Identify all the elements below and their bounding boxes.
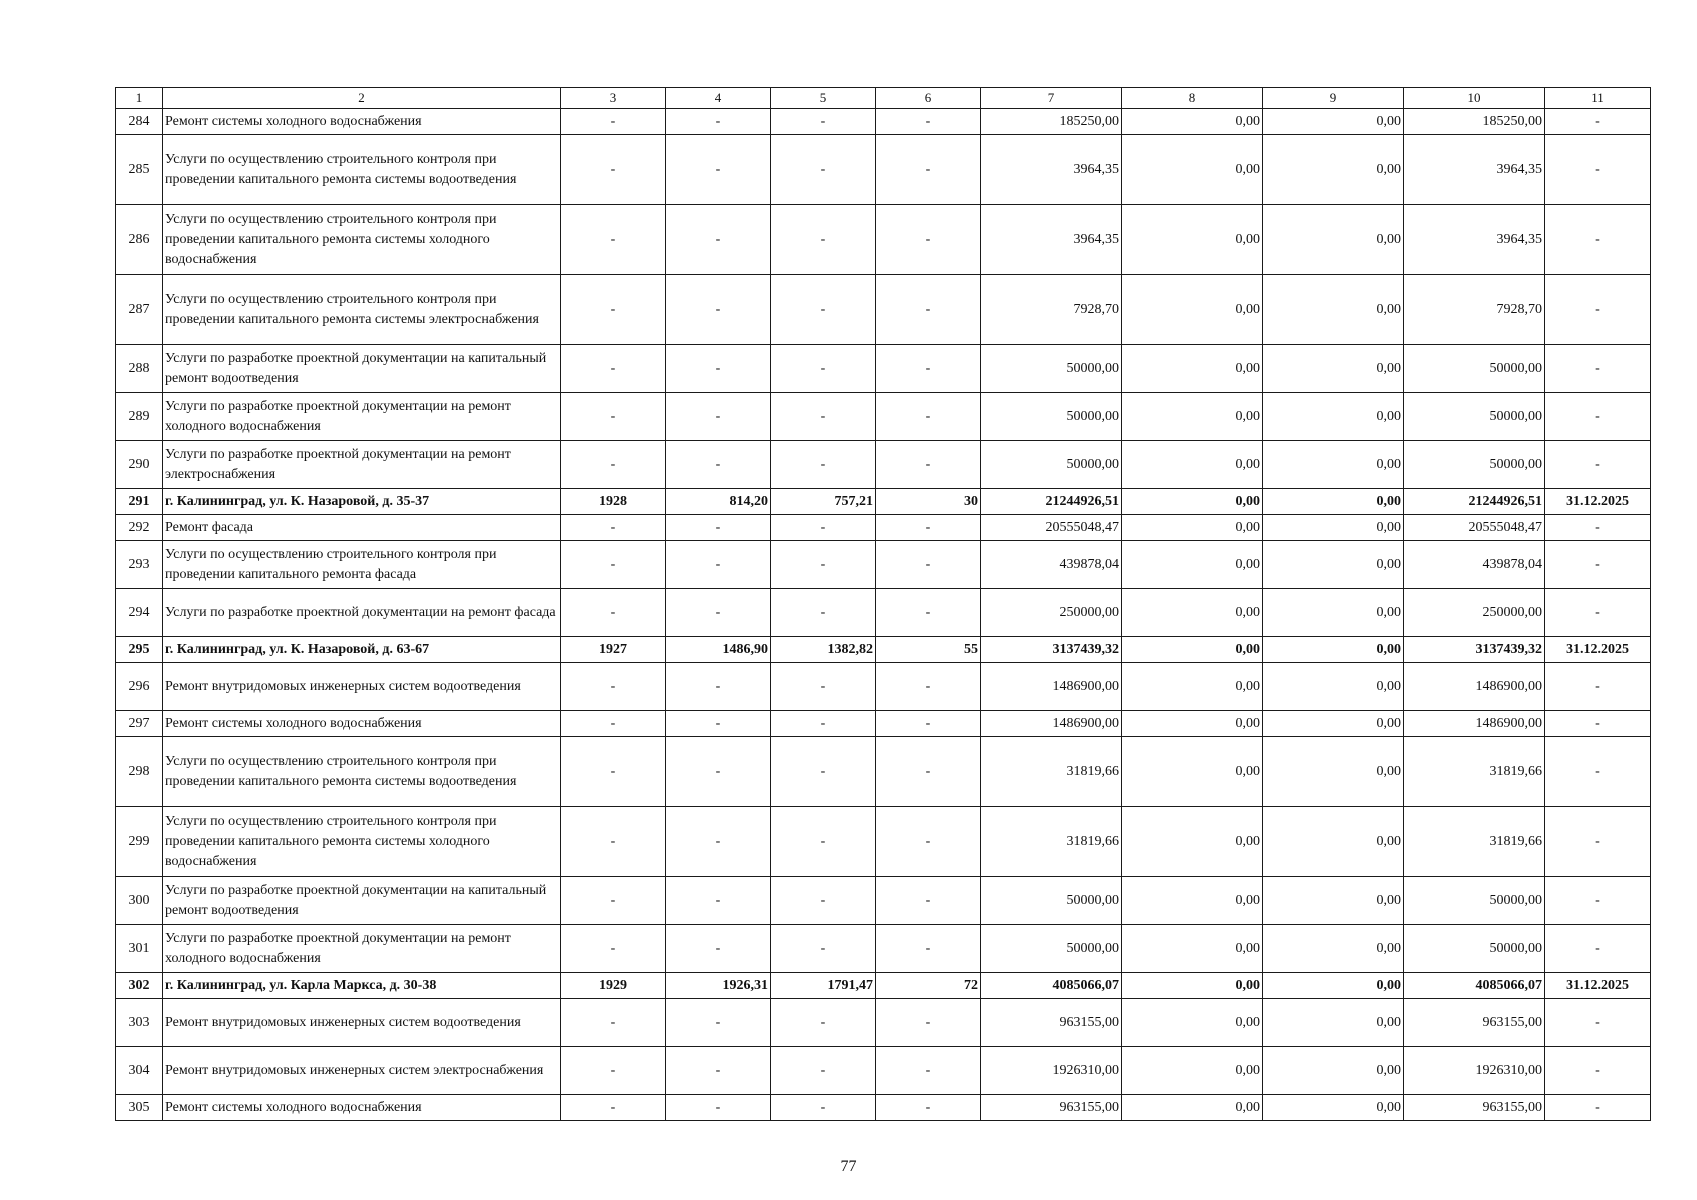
work-description: Услуги по осуществлению строительного контроля при проведении капитального ремонта фасада (163, 541, 561, 589)
col-11-value: - (1545, 925, 1651, 973)
col-9-amount: 0,00 (1263, 345, 1404, 393)
col-4-value: - (666, 711, 771, 737)
col-7-amount: 50000,00 (981, 393, 1122, 441)
row-number: 295 (116, 637, 163, 663)
col-10-amount: 50000,00 (1404, 441, 1545, 489)
work-description: Услуги по разработке проектной документации на ремонт фасада (163, 589, 561, 637)
table-row (116, 925, 1651, 973)
col-9-amount: 0,00 (1263, 737, 1404, 807)
work-description: Ремонт фасада (163, 515, 561, 541)
col-3-value: 1928 (561, 489, 666, 515)
col-4-value: - (666, 541, 771, 589)
col-11-value: 31.12.2025 (1545, 973, 1651, 999)
col-9-amount: 0,00 (1263, 515, 1404, 541)
col-4-value: - (666, 205, 771, 275)
row-number: 291 (116, 489, 163, 515)
column-header: 11 (1545, 88, 1651, 109)
col-5-value: 1382,82 (771, 637, 876, 663)
col-4-value: - (666, 345, 771, 393)
col-9-amount: 0,00 (1263, 637, 1404, 663)
col-4-value: - (666, 877, 771, 925)
table-row (116, 1095, 1651, 1121)
col-10-amount: 21244926,51 (1404, 489, 1545, 515)
col-8-amount: 0,00 (1122, 637, 1263, 663)
col-10-amount: 31819,66 (1404, 737, 1545, 807)
work-description: Услуги по разработке проектной документации на ремонт холодного водоснабжения (163, 393, 561, 441)
col-5-value: - (771, 345, 876, 393)
row-number: 285 (116, 135, 163, 205)
col-9-amount: 0,00 (1263, 589, 1404, 637)
column-header: 2 (163, 88, 561, 109)
col-5-value: - (771, 925, 876, 973)
work-description: Ремонт внутридомовых инженерных систем электроснабжения (163, 1047, 561, 1095)
col-3-value: - (561, 1095, 666, 1121)
col-4-value: - (666, 737, 771, 807)
col-4-value: - (666, 135, 771, 205)
col-6-value: - (876, 205, 981, 275)
col-5-value: - (771, 135, 876, 205)
table-row (116, 393, 1651, 441)
row-number: 303 (116, 999, 163, 1047)
work-description: г. Калининград, ул. Карла Маркса, д. 30-38 (163, 973, 561, 999)
table-row (116, 711, 1651, 737)
col-9-amount: 0,00 (1263, 973, 1404, 999)
col-7-amount: 50000,00 (981, 441, 1122, 489)
col-3-value: - (561, 135, 666, 205)
work-description: Услуги по осуществлению строительного контроля при проведении капитального ремонта системы холодного водоснабжения (163, 807, 561, 877)
col-8-amount: 0,00 (1122, 973, 1263, 999)
col-7-amount: 50000,00 (981, 345, 1122, 393)
row-number: 288 (116, 345, 163, 393)
col-3-value: - (561, 393, 666, 441)
col-8-amount: 0,00 (1122, 275, 1263, 345)
col-7-amount: 31819,66 (981, 737, 1122, 807)
col-9-amount: 0,00 (1263, 541, 1404, 589)
table-row (116, 807, 1651, 877)
col-8-amount: 0,00 (1122, 589, 1263, 637)
col-5-value: - (771, 275, 876, 345)
table-row (116, 205, 1651, 275)
col-6-value: 30 (876, 489, 981, 515)
col-10-amount: 50000,00 (1404, 345, 1545, 393)
col-11-value: - (1545, 877, 1651, 925)
col-3-value: - (561, 807, 666, 877)
col-6-value: - (876, 737, 981, 807)
col-6-value: - (876, 515, 981, 541)
col-10-amount: 963155,00 (1404, 1095, 1545, 1121)
col-7-amount: 21244926,51 (981, 489, 1122, 515)
col-7-amount: 963155,00 (981, 999, 1122, 1047)
col-10-amount: 7928,70 (1404, 275, 1545, 345)
col-8-amount: 0,00 (1122, 1095, 1263, 1121)
col-9-amount: 0,00 (1263, 275, 1404, 345)
col-5-value: - (771, 589, 876, 637)
col-7-amount: 31819,66 (981, 807, 1122, 877)
table-row (116, 663, 1651, 711)
table-row (116, 275, 1651, 345)
row-number: 294 (116, 589, 163, 637)
col-4-value: - (666, 925, 771, 973)
col-6-value: - (876, 1095, 981, 1121)
column-header: 7 (981, 88, 1122, 109)
col-8-amount: 0,00 (1122, 205, 1263, 275)
work-description: Ремонт внутридомовых инженерных систем водоотведения (163, 999, 561, 1047)
col-8-amount: 0,00 (1122, 877, 1263, 925)
row-number: 301 (116, 925, 163, 973)
row-number: 300 (116, 877, 163, 925)
col-4-value: - (666, 663, 771, 711)
work-description: Услуги по осуществлению строительного контроля при проведении капитального ремонта системы холодного водоснабжения (163, 205, 561, 275)
col-3-value: - (561, 1047, 666, 1095)
column-number-header-row (116, 88, 1651, 109)
col-10-amount: 3137439,32 (1404, 637, 1545, 663)
col-7-amount: 50000,00 (981, 925, 1122, 973)
column-header: 10 (1404, 88, 1545, 109)
column-header: 8 (1122, 88, 1263, 109)
col-8-amount: 0,00 (1122, 541, 1263, 589)
row-number: 293 (116, 541, 163, 589)
work-description: Ремонт внутридомовых инженерных систем водоотведения (163, 663, 561, 711)
col-4-value: - (666, 589, 771, 637)
address-summary-row (116, 489, 1651, 515)
col-10-amount: 50000,00 (1404, 925, 1545, 973)
col-3-value: - (561, 441, 666, 489)
col-9-amount: 0,00 (1263, 489, 1404, 515)
col-3-value: - (561, 925, 666, 973)
col-7-amount: 963155,00 (981, 1095, 1122, 1121)
col-5-value: - (771, 711, 876, 737)
col-11-value: - (1545, 109, 1651, 135)
col-6-value: 55 (876, 637, 981, 663)
work-description: Услуги по осуществлению строительного контроля при проведении капитального ремонта системы водоотведения (163, 737, 561, 807)
col-4-value: - (666, 1047, 771, 1095)
col-11-value: - (1545, 1047, 1651, 1095)
row-number: 296 (116, 663, 163, 711)
col-11-value: 31.12.2025 (1545, 637, 1651, 663)
col-3-value: - (561, 737, 666, 807)
work-description: Ремонт системы холодного водоснабжения (163, 109, 561, 135)
col-8-amount: 0,00 (1122, 663, 1263, 711)
col-7-amount: 1926310,00 (981, 1047, 1122, 1095)
column-header: 4 (666, 88, 771, 109)
row-number: 299 (116, 807, 163, 877)
col-3-value: - (561, 999, 666, 1047)
col-5-value: - (771, 205, 876, 275)
row-number: 297 (116, 711, 163, 737)
table-row (116, 345, 1651, 393)
page-number: 77 (840, 1158, 857, 1175)
col-4-value: - (666, 109, 771, 135)
col-7-amount: 3137439,32 (981, 637, 1122, 663)
col-7-amount: 3964,35 (981, 135, 1122, 205)
row-number: 287 (116, 275, 163, 345)
col-4-value: 814,20 (666, 489, 771, 515)
col-5-value: - (771, 515, 876, 541)
col-4-value: - (666, 441, 771, 489)
col-5-value: - (771, 393, 876, 441)
row-number: 298 (116, 737, 163, 807)
col-6-value: - (876, 275, 981, 345)
col-3-value: - (561, 663, 666, 711)
col-7-amount: 185250,00 (981, 109, 1122, 135)
col-11-value: - (1545, 999, 1651, 1047)
column-header: 3 (561, 88, 666, 109)
row-number: 290 (116, 441, 163, 489)
col-10-amount: 3964,35 (1404, 205, 1545, 275)
col-3-value: - (561, 877, 666, 925)
col-8-amount: 0,00 (1122, 345, 1263, 393)
col-8-amount: 0,00 (1122, 925, 1263, 973)
col-11-value: - (1545, 205, 1651, 275)
col-7-amount: 250000,00 (981, 589, 1122, 637)
row-number: 292 (116, 515, 163, 541)
col-10-amount: 20555048,47 (1404, 515, 1545, 541)
table-row (116, 877, 1651, 925)
col-11-value: - (1545, 541, 1651, 589)
column-header: 6 (876, 88, 981, 109)
col-5-value: - (771, 807, 876, 877)
address-summary-row (116, 637, 1651, 663)
col-6-value: - (876, 345, 981, 393)
col-7-amount: 4085066,07 (981, 973, 1122, 999)
col-3-value: - (561, 109, 666, 135)
col-7-amount: 439878,04 (981, 541, 1122, 589)
col-6-value: - (876, 925, 981, 973)
row-number: 302 (116, 973, 163, 999)
table-row (116, 999, 1651, 1047)
col-5-value: - (771, 877, 876, 925)
col-9-amount: 0,00 (1263, 999, 1404, 1047)
col-11-value: - (1545, 441, 1651, 489)
col-10-amount: 439878,04 (1404, 541, 1545, 589)
col-3-value: - (561, 541, 666, 589)
col-6-value: - (876, 109, 981, 135)
col-8-amount: 0,00 (1122, 441, 1263, 489)
address-summary-row (116, 973, 1651, 999)
col-9-amount: 0,00 (1263, 205, 1404, 275)
col-9-amount: 0,00 (1263, 441, 1404, 489)
table-row (116, 541, 1651, 589)
table-row (116, 135, 1651, 205)
row-number: 286 (116, 205, 163, 275)
col-10-amount: 50000,00 (1404, 877, 1545, 925)
col-8-amount: 0,00 (1122, 1047, 1263, 1095)
work-description: Услуги по разработке проектной документации на капитальный ремонт водоотведения (163, 345, 561, 393)
col-10-amount: 31819,66 (1404, 807, 1545, 877)
col-5-value: - (771, 737, 876, 807)
work-description: Ремонт системы холодного водоснабжения (163, 711, 561, 737)
col-4-value: 1926,31 (666, 973, 771, 999)
col-11-value: - (1545, 711, 1651, 737)
col-5-value: 757,21 (771, 489, 876, 515)
col-9-amount: 0,00 (1263, 393, 1404, 441)
col-7-amount: 20555048,47 (981, 515, 1122, 541)
col-11-value: 31.12.2025 (1545, 489, 1651, 515)
col-9-amount: 0,00 (1263, 925, 1404, 973)
col-11-value: - (1545, 1095, 1651, 1121)
col-11-value: - (1545, 807, 1651, 877)
col-5-value: - (771, 999, 876, 1047)
col-3-value: - (561, 275, 666, 345)
col-8-amount: 0,00 (1122, 711, 1263, 737)
col-6-value: - (876, 999, 981, 1047)
col-10-amount: 250000,00 (1404, 589, 1545, 637)
col-5-value: - (771, 109, 876, 135)
col-6-value: - (876, 541, 981, 589)
col-6-value: - (876, 663, 981, 711)
column-header: 5 (771, 88, 876, 109)
table-row (116, 109, 1651, 135)
col-7-amount: 50000,00 (981, 877, 1122, 925)
col-10-amount: 50000,00 (1404, 393, 1545, 441)
table-body (116, 88, 1651, 1121)
col-11-value: - (1545, 345, 1651, 393)
col-6-value: - (876, 589, 981, 637)
col-3-value: - (561, 205, 666, 275)
work-description: Услуги по осуществлению строительного контроля при проведении капитального ремонта системы электроснабжения (163, 275, 561, 345)
col-7-amount: 3964,35 (981, 205, 1122, 275)
row-number: 304 (116, 1047, 163, 1095)
col-3-value: - (561, 345, 666, 393)
repair-plan-table (115, 87, 1651, 1121)
table-row (116, 1047, 1651, 1095)
col-10-amount: 1486900,00 (1404, 663, 1545, 711)
col-10-amount: 185250,00 (1404, 109, 1545, 135)
col-9-amount: 0,00 (1263, 109, 1404, 135)
work-description: Ремонт системы холодного водоснабжения (163, 1095, 561, 1121)
col-10-amount: 963155,00 (1404, 999, 1545, 1047)
col-6-value: 72 (876, 973, 981, 999)
col-3-value: - (561, 589, 666, 637)
column-header: 9 (1263, 88, 1404, 109)
col-6-value: - (876, 393, 981, 441)
table-row (116, 589, 1651, 637)
table-row (116, 737, 1651, 807)
col-7-amount: 1486900,00 (981, 663, 1122, 711)
col-7-amount: 1486900,00 (981, 711, 1122, 737)
col-7-amount: 7928,70 (981, 275, 1122, 345)
col-8-amount: 0,00 (1122, 515, 1263, 541)
col-11-value: - (1545, 737, 1651, 807)
work-description: г. Калининград, ул. К. Назаровой, д. 63-67 (163, 637, 561, 663)
col-8-amount: 0,00 (1122, 999, 1263, 1047)
col-4-value: - (666, 999, 771, 1047)
col-9-amount: 0,00 (1263, 807, 1404, 877)
col-8-amount: 0,00 (1122, 489, 1263, 515)
column-header: 1 (116, 88, 163, 109)
col-10-amount: 3964,35 (1404, 135, 1545, 205)
col-3-value: - (561, 711, 666, 737)
col-11-value: - (1545, 589, 1651, 637)
col-10-amount: 1486900,00 (1404, 711, 1545, 737)
col-11-value: - (1545, 135, 1651, 205)
col-11-value: - (1545, 393, 1651, 441)
col-3-value: 1927 (561, 637, 666, 663)
col-3-value: 1929 (561, 973, 666, 999)
work-description: Услуги по разработке проектной документации на ремонт холодного водоснабжения (163, 925, 561, 973)
col-9-amount: 0,00 (1263, 1047, 1404, 1095)
table-row (116, 441, 1651, 489)
col-3-value: - (561, 515, 666, 541)
col-5-value: - (771, 663, 876, 711)
col-6-value: - (876, 711, 981, 737)
col-5-value: - (771, 541, 876, 589)
col-6-value: - (876, 877, 981, 925)
col-5-value: - (771, 441, 876, 489)
col-8-amount: 0,00 (1122, 737, 1263, 807)
col-6-value: - (876, 441, 981, 489)
col-4-value: - (666, 1095, 771, 1121)
col-4-value: - (666, 807, 771, 877)
col-4-value: - (666, 393, 771, 441)
row-number: 305 (116, 1095, 163, 1121)
col-10-amount: 1926310,00 (1404, 1047, 1545, 1095)
row-number: 289 (116, 393, 163, 441)
col-8-amount: 0,00 (1122, 109, 1263, 135)
col-6-value: - (876, 135, 981, 205)
col-11-value: - (1545, 663, 1651, 711)
col-8-amount: 0,00 (1122, 807, 1263, 877)
col-5-value: - (771, 1095, 876, 1121)
col-9-amount: 0,00 (1263, 877, 1404, 925)
col-4-value: 1486,90 (666, 637, 771, 663)
col-9-amount: 0,00 (1263, 663, 1404, 711)
row-number: 284 (116, 109, 163, 135)
col-8-amount: 0,00 (1122, 393, 1263, 441)
col-4-value: - (666, 515, 771, 541)
work-description: Услуги по разработке проектной документации на ремонт электроснабжения (163, 441, 561, 489)
col-5-value: 1791,47 (771, 973, 876, 999)
col-6-value: - (876, 807, 981, 877)
col-8-amount: 0,00 (1122, 135, 1263, 205)
work-description: г. Калининград, ул. К. Назаровой, д. 35-37 (163, 489, 561, 515)
col-6-value: - (876, 1047, 981, 1095)
col-11-value: - (1545, 275, 1651, 345)
col-9-amount: 0,00 (1263, 711, 1404, 737)
col-5-value: - (771, 1047, 876, 1095)
col-9-amount: 0,00 (1263, 135, 1404, 205)
work-description: Услуги по осуществлению строительного контроля при проведении капитального ремонта системы водоотведения (163, 135, 561, 205)
col-9-amount: 0,00 (1263, 1095, 1404, 1121)
col-10-amount: 4085066,07 (1404, 973, 1545, 999)
col-4-value: - (666, 275, 771, 345)
table-row (116, 515, 1651, 541)
work-description: Услуги по разработке проектной документации на капитальный ремонт водоотведения (163, 877, 561, 925)
col-11-value: - (1545, 515, 1651, 541)
